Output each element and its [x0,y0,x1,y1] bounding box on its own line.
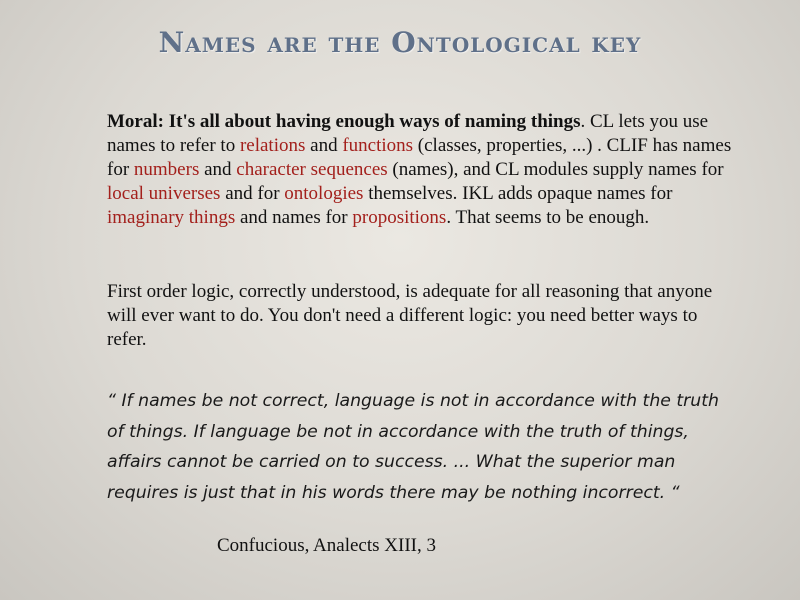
highlight-imaginary-things: imaginary things [107,207,236,228]
moral-paragraph [107,110,732,230]
confucius-quote: “ If names be not correct, language is not in accordance with the truth of things. If language be not in accordance with the truth of things, affairs cannot be carried on to success. ... What the superior man requires is just that in his words there may be nothing incorrect. “ [107,391,719,503]
text-segment: and [305,135,343,156]
highlight-propositions: propositions [352,207,447,228]
moral-statement: Moral: It's all about having enough ways of naming things [107,111,581,132]
slide-title: Names are the Ontological key [158,26,642,59]
text-segment: (names), and CL modules supply names for [387,159,724,180]
highlight-ontologies: ontologies [284,183,364,204]
highlight-functions: functions [342,135,414,156]
highlight-relations: relations [239,135,306,156]
text-segment: and names for [235,207,353,228]
quote-attribution: Confucious, Analects XIII, 3 [217,535,436,556]
text-segment: . CL lets you use names to refer to [107,111,709,156]
highlight-character-sequences: character sequences [236,159,388,180]
text-segment: and [199,159,237,180]
logic-paragraph: First order logic, correctly understood, is adequate for all reasoning that anyone will ever want to do. You don't need a different logic: you need better ways to refer. [107,281,713,350]
text-segment: (classes, properties, ...) . CLIF has names for [107,135,732,180]
highlight-local-universes: local universes [107,183,221,204]
highlight-numbers: numbers [133,159,200,180]
text-segment: . That seems to be enough. [446,207,650,228]
text-segment: and for [220,183,285,204]
text-segment: themselves. IKL adds opaque names for [363,183,673,204]
